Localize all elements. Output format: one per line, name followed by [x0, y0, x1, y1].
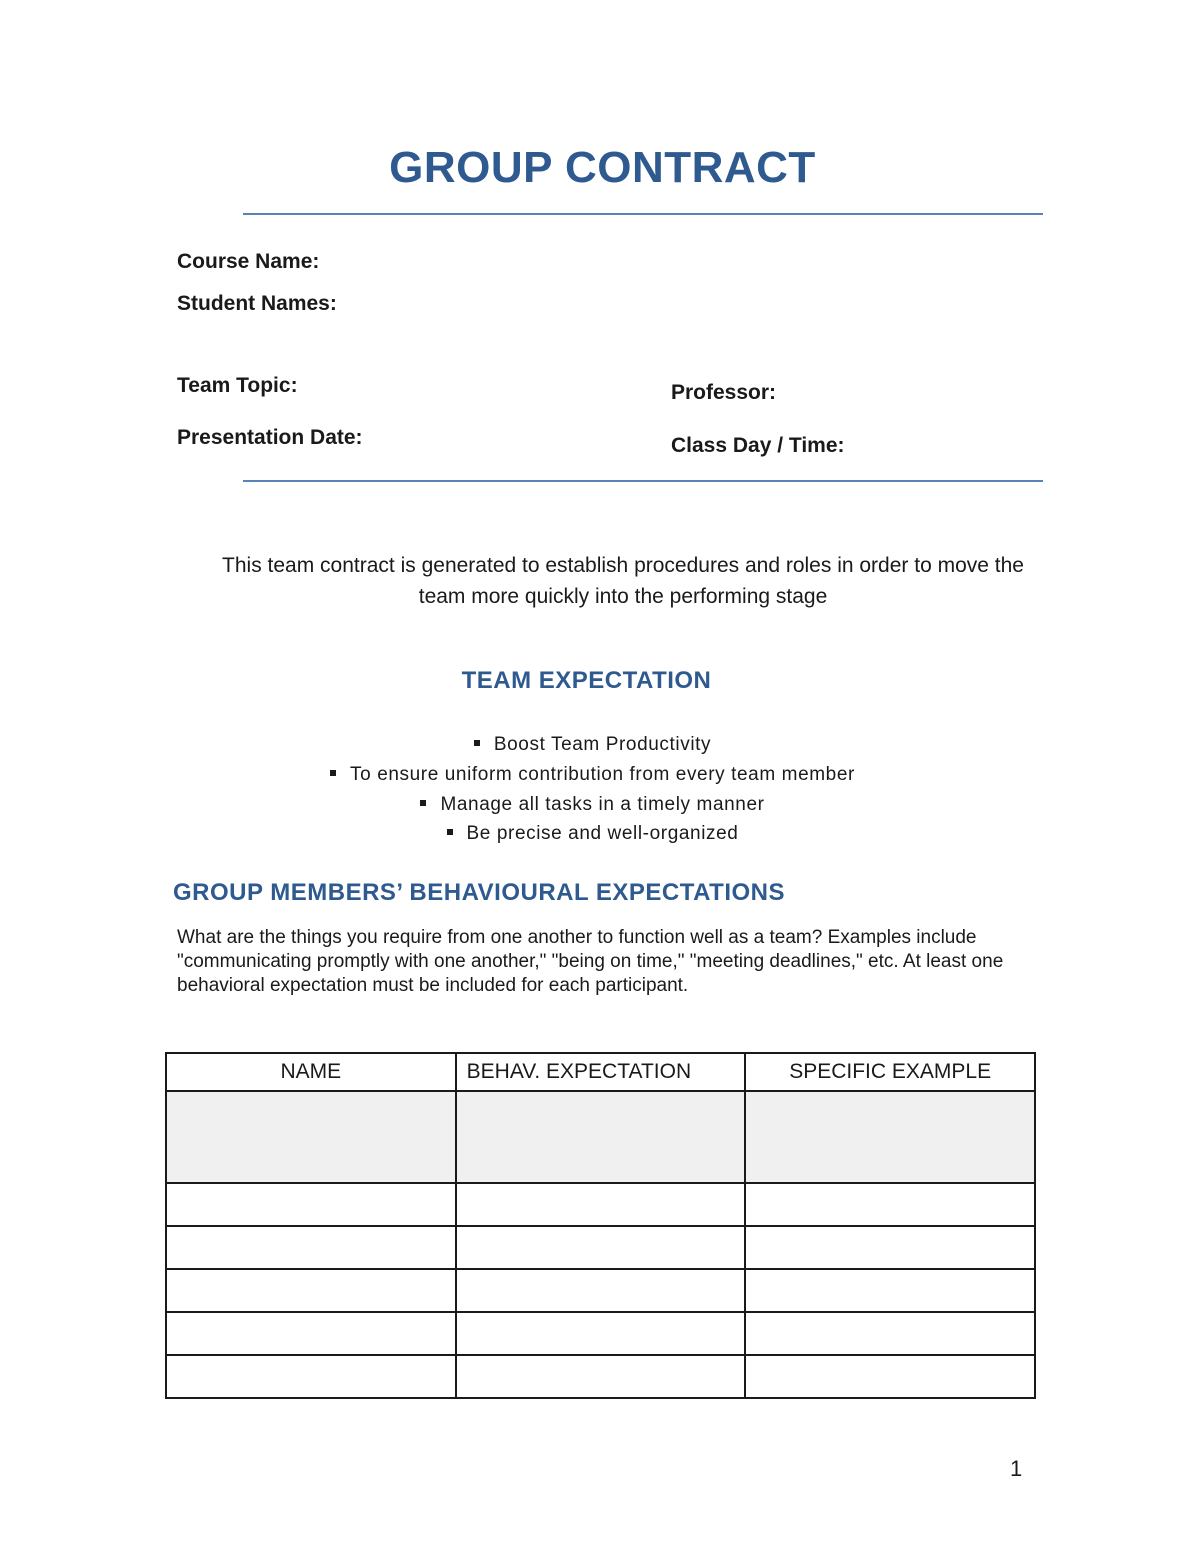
table-cell-specific-example[interactable]: [745, 1226, 1035, 1269]
header-divider-top: [243, 213, 1043, 215]
table-row: [166, 1312, 1035, 1355]
team-expectation-item: [0, 734, 1185, 756]
table-cell-specific-example[interactable]: [745, 1269, 1035, 1312]
column-header-name: NAME: [166, 1053, 456, 1091]
header-divider-bottom: [243, 480, 1043, 482]
table-cell-name[interactable]: [166, 1226, 456, 1269]
presentation-date-label: Presentation Date:: [177, 426, 363, 449]
student-names-label: Student Names:: [177, 292, 337, 315]
page-number: 1: [1010, 1456, 1023, 1481]
team-expectation-item: [0, 764, 1185, 786]
table-cell-specific-example[interactable]: [745, 1183, 1035, 1226]
table-cell-behav-expectation[interactable]: [456, 1091, 746, 1183]
table-cell-behav-expectation[interactable]: [456, 1183, 746, 1226]
bullet-square-icon: [330, 770, 336, 776]
table-cell-name[interactable]: [166, 1269, 456, 1312]
table-header-row: [166, 1053, 1035, 1091]
document-title: GROUP CONTRACT: [389, 143, 816, 192]
table-cell-name[interactable]: [166, 1312, 456, 1355]
intro-paragraph: This team contract is generated to establish procedures and roles in order to move the team more quickly into the performing stage: [222, 554, 1024, 608]
table-cell-name[interactable]: [166, 1183, 456, 1226]
team-topic-label: Team Topic:: [177, 374, 298, 397]
team-expectation-item-text: Boost Team Productivity: [493, 734, 712, 755]
column-header-behav-expectation: BEHAV. EXPECTATION: [456, 1053, 746, 1091]
behavioural-expectations-table: [165, 1052, 1036, 1399]
table-row: [166, 1091, 1035, 1183]
table-cell-specific-example[interactable]: [745, 1312, 1035, 1355]
table-row: [166, 1269, 1035, 1312]
table-row: [166, 1355, 1035, 1398]
table-row: [166, 1226, 1035, 1269]
table-cell-behav-expectation[interactable]: [456, 1269, 746, 1312]
team-expectation-item-text: Manage all tasks in a timely manner: [440, 794, 765, 815]
team-expectation-item: [0, 794, 1185, 816]
table-cell-specific-example[interactable]: [745, 1091, 1035, 1183]
course-name-label: Course Name:: [177, 250, 320, 273]
team-expectation-item: [0, 823, 1185, 845]
table-cell-name[interactable]: [166, 1355, 456, 1398]
professor-label: Professor:: [671, 381, 777, 404]
bullet-square-icon: [447, 829, 453, 835]
behavioural-description: What are the things you require from one another to function well as a team? Examples include "communicating promptly with one another," "being on time," "meeting deadlines," etc. At least one behavioral expectation must be included for each participant.: [177, 927, 1004, 996]
bullet-square-icon: [420, 800, 426, 806]
column-header-specific-example: SPECIFIC EXAMPLE: [745, 1053, 1035, 1091]
behavioural-expectations-heading: GROUP MEMBERS’ BEHAVIOURAL EXPECTATIONS: [173, 879, 786, 906]
table-cell-behav-expectation[interactable]: [456, 1312, 746, 1355]
table-cell-behav-expectation[interactable]: [456, 1226, 746, 1269]
table-cell-name[interactable]: [166, 1091, 456, 1183]
team-expectation-item-text: Be precise and well-organized: [466, 823, 739, 844]
table-cell-specific-example[interactable]: [745, 1355, 1035, 1398]
table-row: [166, 1183, 1035, 1226]
table-cell-behav-expectation[interactable]: [456, 1355, 746, 1398]
team-expectation-item-text: To ensure uniform contribution from every team member: [350, 764, 855, 785]
bullet-square-icon: [474, 740, 480, 746]
class-day-time-label: Class Day / Time:: [671, 434, 845, 457]
team-expectation-heading: TEAM EXPECTATION: [461, 667, 712, 694]
